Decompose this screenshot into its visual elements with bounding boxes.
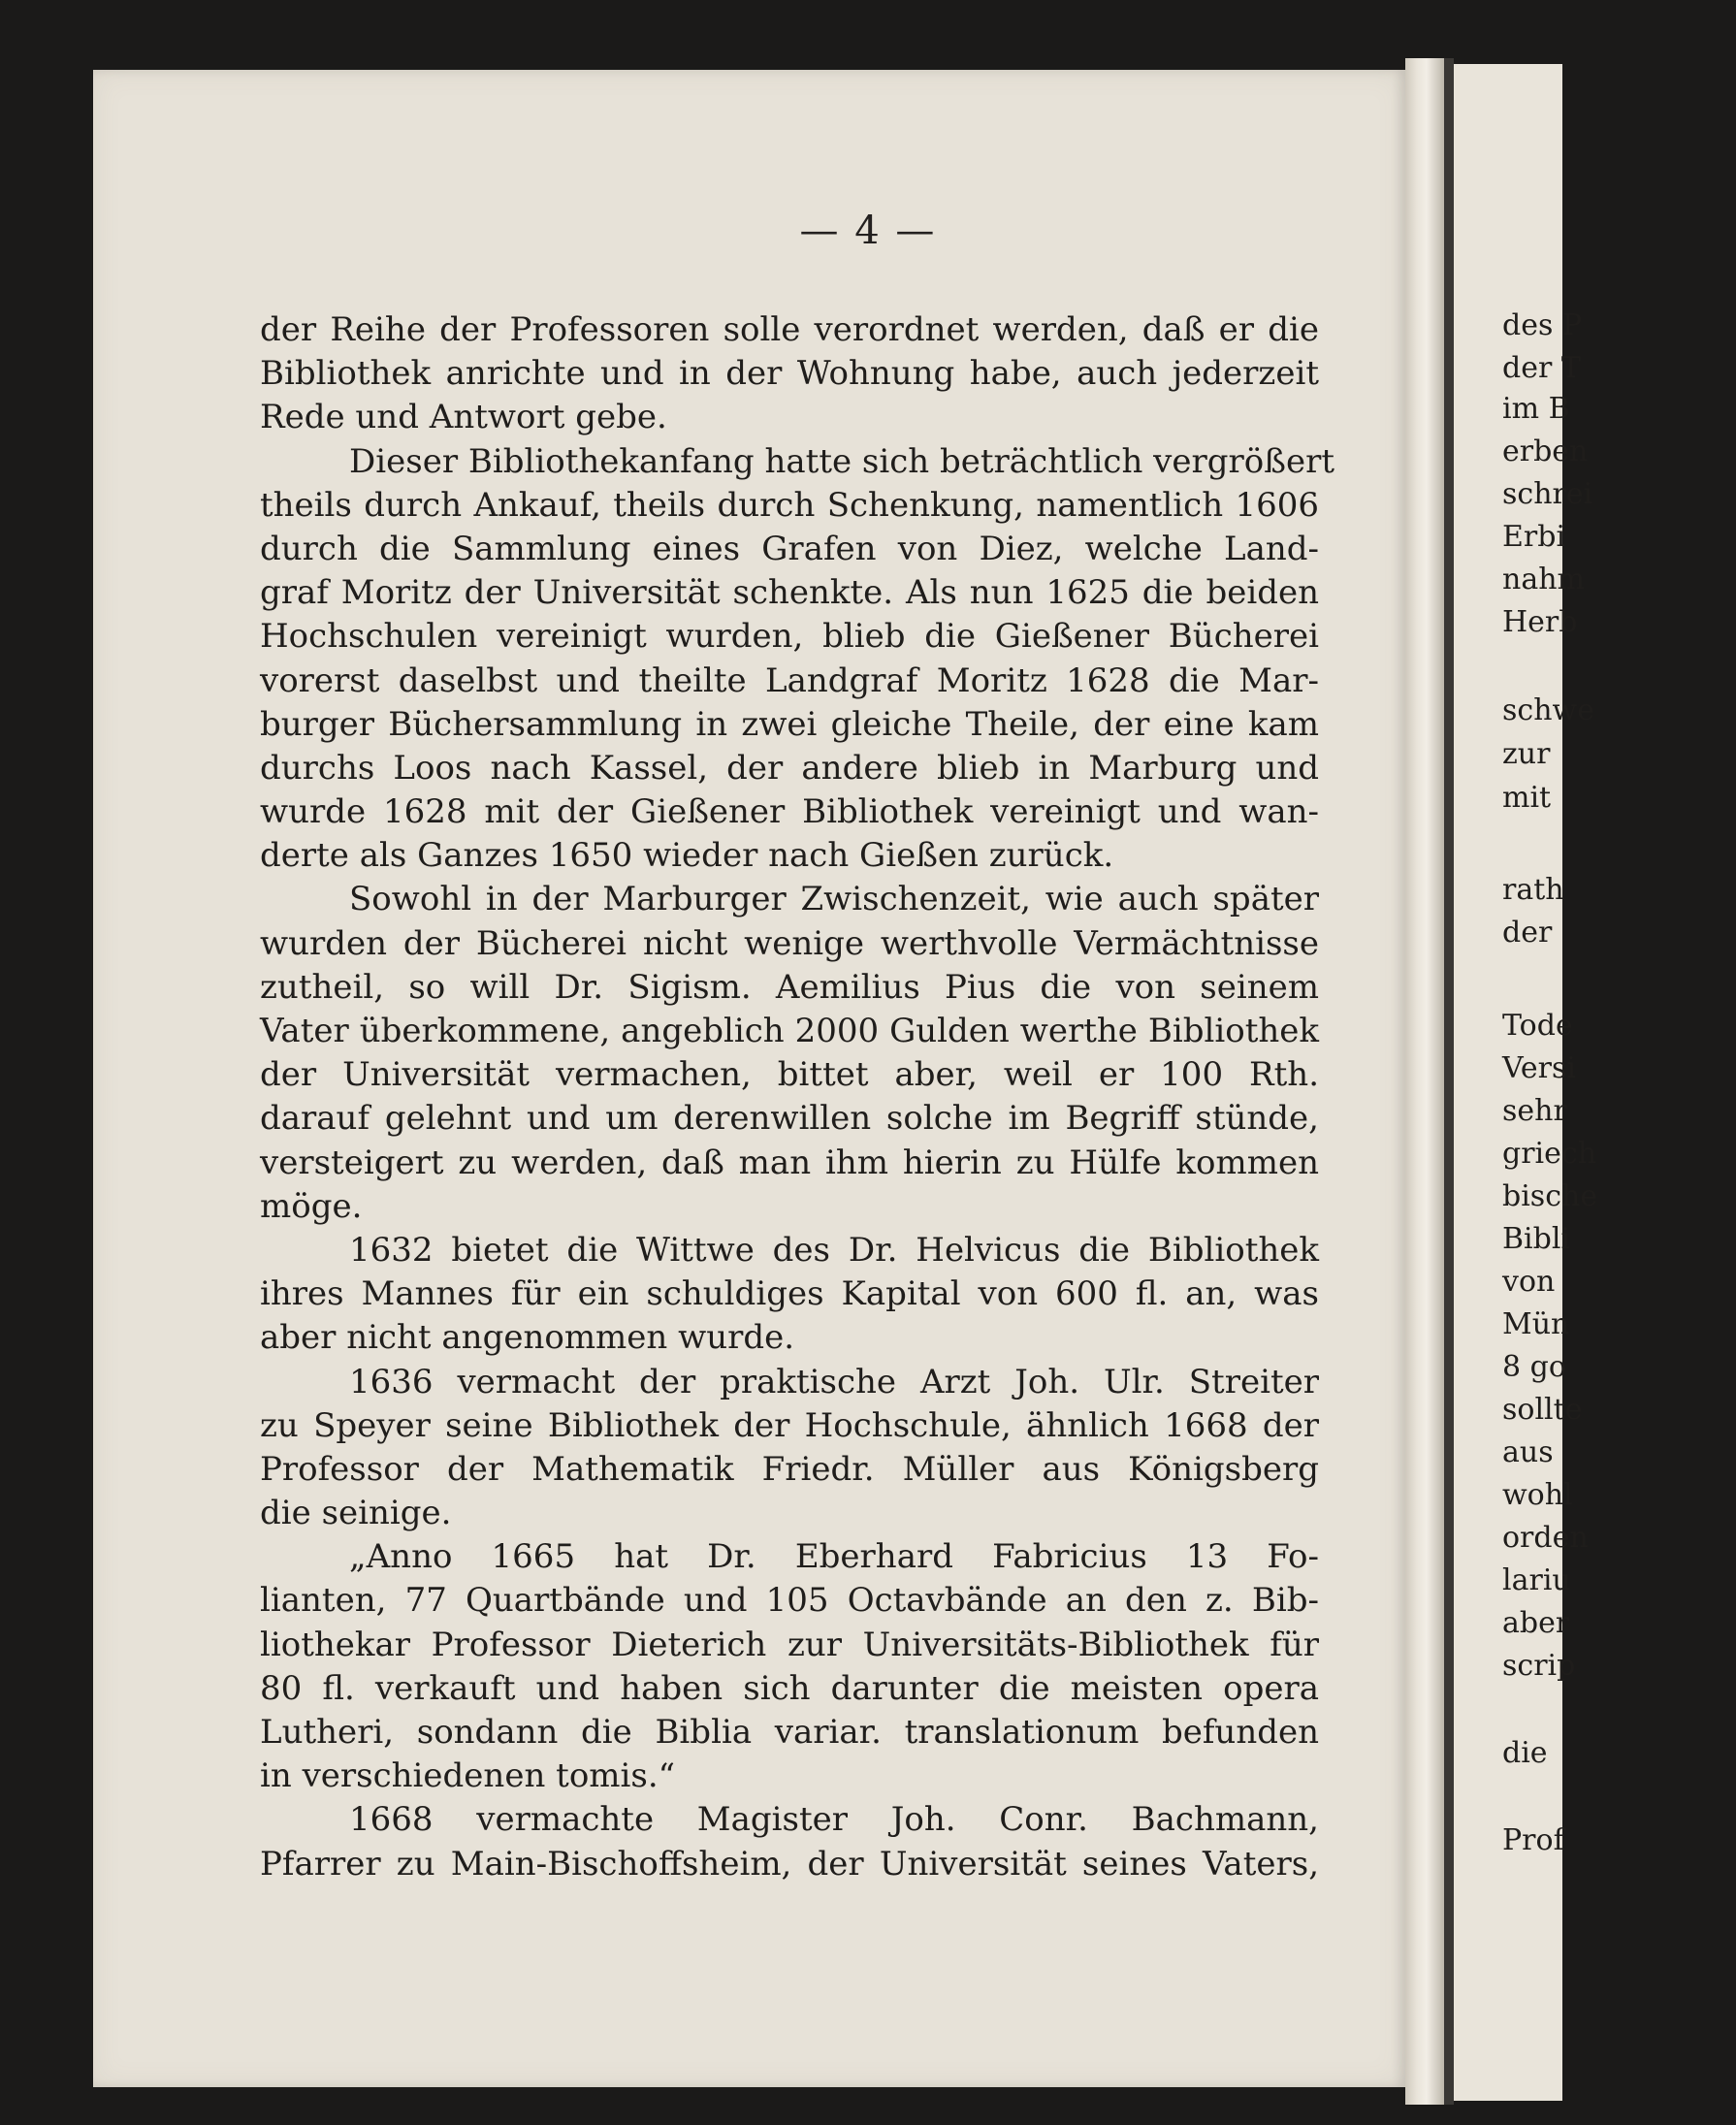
right-page-line: Tode <box>1502 1009 1573 1043</box>
right-page-line: der T <box>1502 351 1581 385</box>
text-line: Professor der Mathematik Friedr. Müller aus Königsberg <box>260 1449 1319 1489</box>
text-line: der Universität vermachen, bittet aber, weil er 100 Rth. <box>260 1055 1319 1095</box>
text-line: liothekar Professor Dieterich zur Universitäts-Bibliothek für <box>260 1625 1319 1664</box>
right-page-line: bische <box>1502 1179 1598 1213</box>
text-line: Pfarrer zu Main-Bischoffsheim, der Universität seines Vaters, <box>260 1844 1319 1884</box>
text-line: burger Büchersammlung in zwei gleiche Theile, der eine kam <box>260 704 1319 744</box>
right-page-line: scrip <box>1502 1649 1576 1683</box>
right-page-line: Bibli <box>1502 1222 1571 1256</box>
text-line: 80 fl. verkauft und haben sich darunter die meisten opera <box>260 1668 1319 1708</box>
right-page-line: lariu <box>1502 1563 1571 1597</box>
text-line: Rede und Antwort gebe. <box>260 398 667 437</box>
text-line: derte als Ganzes 1650 wieder nach Gießen zurück. <box>260 836 1114 876</box>
right-page-line: die <box>1502 1736 1548 1770</box>
text-line: Hochschulen vereinigt wurden, blieb die Gießener Bücherei <box>260 617 1319 657</box>
right-page-line: wohl <box>1502 1478 1573 1512</box>
text-line: zutheil, so will Dr. Sigism. Aemilius Pius die von seinem <box>260 967 1319 1007</box>
right-page-line: des P <box>1502 308 1583 342</box>
right-page-line: schwe <box>1502 693 1594 727</box>
text-line: lianten, 77 Quartbände und 105 Octavbände an den z. Bib- <box>260 1581 1319 1621</box>
page-number: — 4 — <box>799 209 937 253</box>
text-line: Lutheri, sondann die Biblia variar. translationum befunden <box>260 1713 1319 1752</box>
right-page-line: rath <box>1502 873 1564 907</box>
right-page-line: erben <box>1502 435 1589 468</box>
text-line: zu Speyer seine Bibliothek der Hochschule, ähnlich 1668 der <box>260 1405 1319 1445</box>
text-line: möge. <box>260 1186 363 1226</box>
text-line: Dieser Bibliothekanfang hatte sich beträchtlich vergrößert <box>349 441 1334 481</box>
right-page-line: mit <box>1502 781 1552 815</box>
text-line: wurden der Bücherei nicht wenige werthvolle Vermächtnisse <box>260 923 1319 963</box>
gutter-shadow <box>1444 58 1454 2105</box>
right-page-line: orden <box>1502 1521 1589 1555</box>
right-page-line: Herb <box>1502 605 1578 639</box>
text-line: Sowohl in der Marburger Zwischenzeit, wie auch später <box>349 880 1319 919</box>
right-page-line: Erbi <box>1502 520 1566 554</box>
text-line: die seinige. <box>260 1494 452 1533</box>
text-line: vorerst daselbst und theilte Landgraf Moritz 1628 die Mar- <box>260 660 1319 700</box>
text-line: darauf gelehnt und um derenwillen solche im Begriff stünde, <box>260 1099 1319 1139</box>
right-page-line: von <box>1502 1265 1556 1299</box>
text-line: in verschiedenen tomis.“ <box>260 1756 676 1796</box>
right-page-line: sollte <box>1502 1393 1583 1427</box>
right-page-line: Versi <box>1502 1051 1576 1085</box>
text-line: versteigert zu werden, daß man ihm hierin zu Hülfe kommen <box>260 1143 1319 1182</box>
text-line: „Anno 1665 hat Dr. Eberhard Fabricius 13 Fo- <box>349 1537 1319 1577</box>
text-line: 1632 bietet die Wittwe des Dr. Helvicus die Bibliothek <box>349 1230 1319 1270</box>
text-line: durchs Loos nach Kassel, der andere blieb in Marburg und <box>260 748 1319 788</box>
right-page-line: sehr <box>1502 1094 1567 1128</box>
right-page-line: der <box>1502 916 1553 950</box>
text-line: ihres Mannes für ein schuldiges Kapital von 600 fl. an, was <box>260 1274 1319 1314</box>
right-page-line: Mün <box>1502 1307 1570 1341</box>
right-page-edge <box>1454 64 1598 2101</box>
text-line: Bibliothek anrichte und in der Wohnung habe, auch jederzeit <box>260 354 1319 394</box>
right-page-line: 8 go <box>1502 1350 1566 1384</box>
text-line: 1668 vermachte Magister Joh. Conr. Bachmann, <box>349 1800 1319 1840</box>
right-page-line: im B <box>1502 392 1570 426</box>
right-page-line: nahm <box>1502 563 1585 596</box>
text-line: aber nicht angenommen wurde. <box>260 1318 795 1358</box>
right-page-line: aus <box>1502 1435 1554 1469</box>
right-page-line: aber <box>1502 1606 1570 1640</box>
right-page-line: griech <box>1502 1137 1597 1171</box>
book-gutter <box>1405 58 1444 2105</box>
right-page-line: Prof <box>1502 1823 1564 1857</box>
right-page-line: zur <box>1502 737 1551 771</box>
text-line: graf Moritz der Universität schenkte. Als nun 1625 die beiden <box>260 573 1319 613</box>
body-text <box>260 308 1334 1886</box>
text-line: der Reihe der Professoren solle verordnet werden, daß er die <box>260 310 1319 349</box>
text-line: durch die Sammlung eines Grafen von Diez, welche Land- <box>260 529 1319 568</box>
text-line: Vater überkommene, angeblich 2000 Gulden werthe Bibliothek <box>260 1012 1319 1050</box>
text-line: 1636 vermacht der praktische Arzt Joh. Ulr. Streiter <box>349 1362 1319 1401</box>
text-line: theils durch Ankauf, theils durch Schenkung, namentlich 1606 <box>260 485 1319 525</box>
right-page-line: schrei <box>1502 477 1593 511</box>
text-line: wurde 1628 mit der Gießener Bibliothek vereinigt und wan- <box>260 792 1319 832</box>
